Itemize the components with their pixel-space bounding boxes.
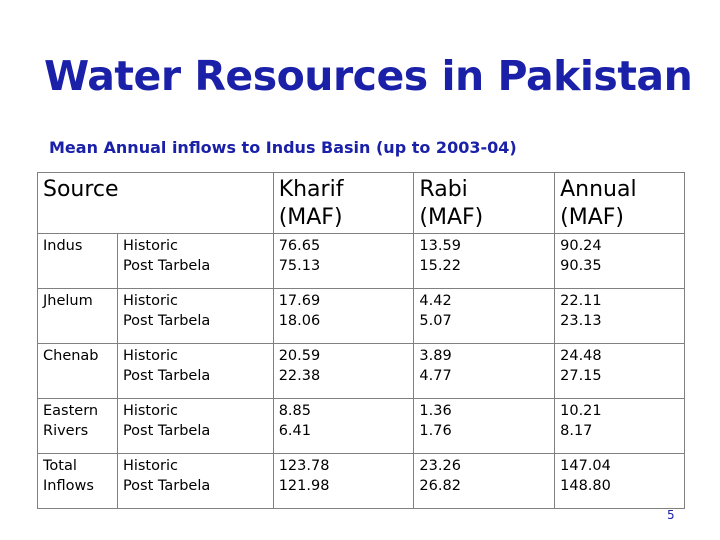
period-text: Historic <box>122 348 178 364</box>
rabi-value: 13.59 <box>419 238 461 254</box>
rabi-value: 15.22 <box>419 257 461 274</box>
kharif-value: 76.65 <box>278 238 321 254</box>
annual-value: 22.11 <box>560 293 602 309</box>
annual-value: 90.35 <box>560 257 602 274</box>
header-rabi-unit: (MAF) <box>419 204 484 230</box>
kharif-value: 17.69 <box>278 293 321 309</box>
header-source-label: Source <box>43 177 119 202</box>
table-row <box>38 344 685 399</box>
cell-rabi <box>414 344 555 399</box>
period-text: Historic <box>122 238 178 254</box>
kharif-value: 121.98 <box>278 477 330 494</box>
cell-annual <box>555 454 685 509</box>
cell-rabi <box>414 234 555 289</box>
source-text: Jhelum <box>43 293 93 309</box>
source-text: Total <box>43 458 77 474</box>
kharif-value: 8.85 <box>278 403 311 419</box>
cell-annual <box>555 289 685 344</box>
cell-period <box>117 289 273 344</box>
cell-period <box>117 399 273 454</box>
annual-value: 147.04 <box>560 458 611 474</box>
rabi-value: 4.77 <box>419 367 452 384</box>
header-kharif-label: Kharif <box>278 177 344 202</box>
cell-rabi <box>414 399 555 454</box>
cell-source <box>38 289 118 344</box>
cell-period <box>117 234 273 289</box>
period-text: Post Tarbela <box>122 422 211 439</box>
rabi-value: 26.82 <box>419 477 461 494</box>
cell-kharif <box>273 344 414 399</box>
cell-source <box>38 399 118 454</box>
header-annual <box>555 173 685 234</box>
kharif-value: 6.41 <box>278 422 311 439</box>
cell-annual <box>555 234 685 289</box>
header-kharif-unit: (MAF) <box>278 204 343 230</box>
cell-annual <box>555 399 685 454</box>
rabi-value: 1.36 <box>419 403 452 419</box>
table-caption: Mean Annual inflows to Indus Basin (up to 2003-04) <box>49 138 517 157</box>
cell-kharif <box>273 454 414 509</box>
rabi-value: 5.07 <box>419 312 452 329</box>
cell-source <box>38 234 118 289</box>
period-text: Post Tarbela <box>122 367 211 384</box>
annual-value: 24.48 <box>560 348 602 364</box>
cell-kharif <box>273 289 414 344</box>
kharif-value: 20.59 <box>278 348 321 364</box>
source-text: Eastern <box>43 403 99 419</box>
cell-rabi <box>414 289 555 344</box>
cell-source <box>38 344 118 399</box>
kharif-value: 18.06 <box>278 312 321 329</box>
annual-value: 148.80 <box>560 477 611 494</box>
header-rabi-label: Rabi <box>419 177 468 202</box>
header-annual-label: Annual <box>560 177 637 202</box>
cell-period <box>117 454 273 509</box>
header-source <box>38 173 274 234</box>
header-rabi <box>414 173 555 234</box>
rabi-value: 4.42 <box>419 293 452 309</box>
inflows-table <box>37 172 685 509</box>
cell-kharif <box>273 399 414 454</box>
annual-value: 23.13 <box>560 312 602 329</box>
table-row <box>38 234 685 289</box>
period-text: Historic <box>122 293 178 309</box>
kharif-value: 123.78 <box>278 458 330 474</box>
period-text: Historic <box>122 403 178 419</box>
source-text: Rivers <box>43 422 89 439</box>
period-text: Post Tarbela <box>122 477 211 494</box>
cell-period <box>117 344 273 399</box>
header-annual-unit: (MAF) <box>560 204 624 230</box>
kharif-value: 75.13 <box>278 257 321 274</box>
header-kharif <box>273 173 414 234</box>
table-row <box>38 289 685 344</box>
period-text: Post Tarbela <box>122 257 211 274</box>
source-text: Chenab <box>43 348 99 364</box>
cell-rabi <box>414 454 555 509</box>
annual-value: 90.24 <box>560 238 602 254</box>
source-text: Inflows <box>43 477 94 494</box>
annual-value: 8.17 <box>560 422 593 439</box>
rabi-value: 3.89 <box>419 348 452 364</box>
table-header-row <box>38 173 685 234</box>
table-row <box>38 399 685 454</box>
rabi-value: 23.26 <box>419 458 461 474</box>
rabi-value: 1.76 <box>419 422 452 439</box>
cell-source <box>38 454 118 509</box>
page-number: 5 <box>667 508 675 522</box>
cell-kharif <box>273 234 414 289</box>
annual-value: 27.15 <box>560 367 602 384</box>
kharif-value: 22.38 <box>278 367 321 384</box>
annual-value: 10.21 <box>560 403 602 419</box>
source-text: Indus <box>43 238 83 254</box>
cell-annual <box>555 344 685 399</box>
period-text: Post Tarbela <box>122 312 211 329</box>
period-text: Historic <box>122 458 178 474</box>
table-row <box>38 454 685 509</box>
slide-title: Water Resources in Pakistan <box>44 52 693 100</box>
